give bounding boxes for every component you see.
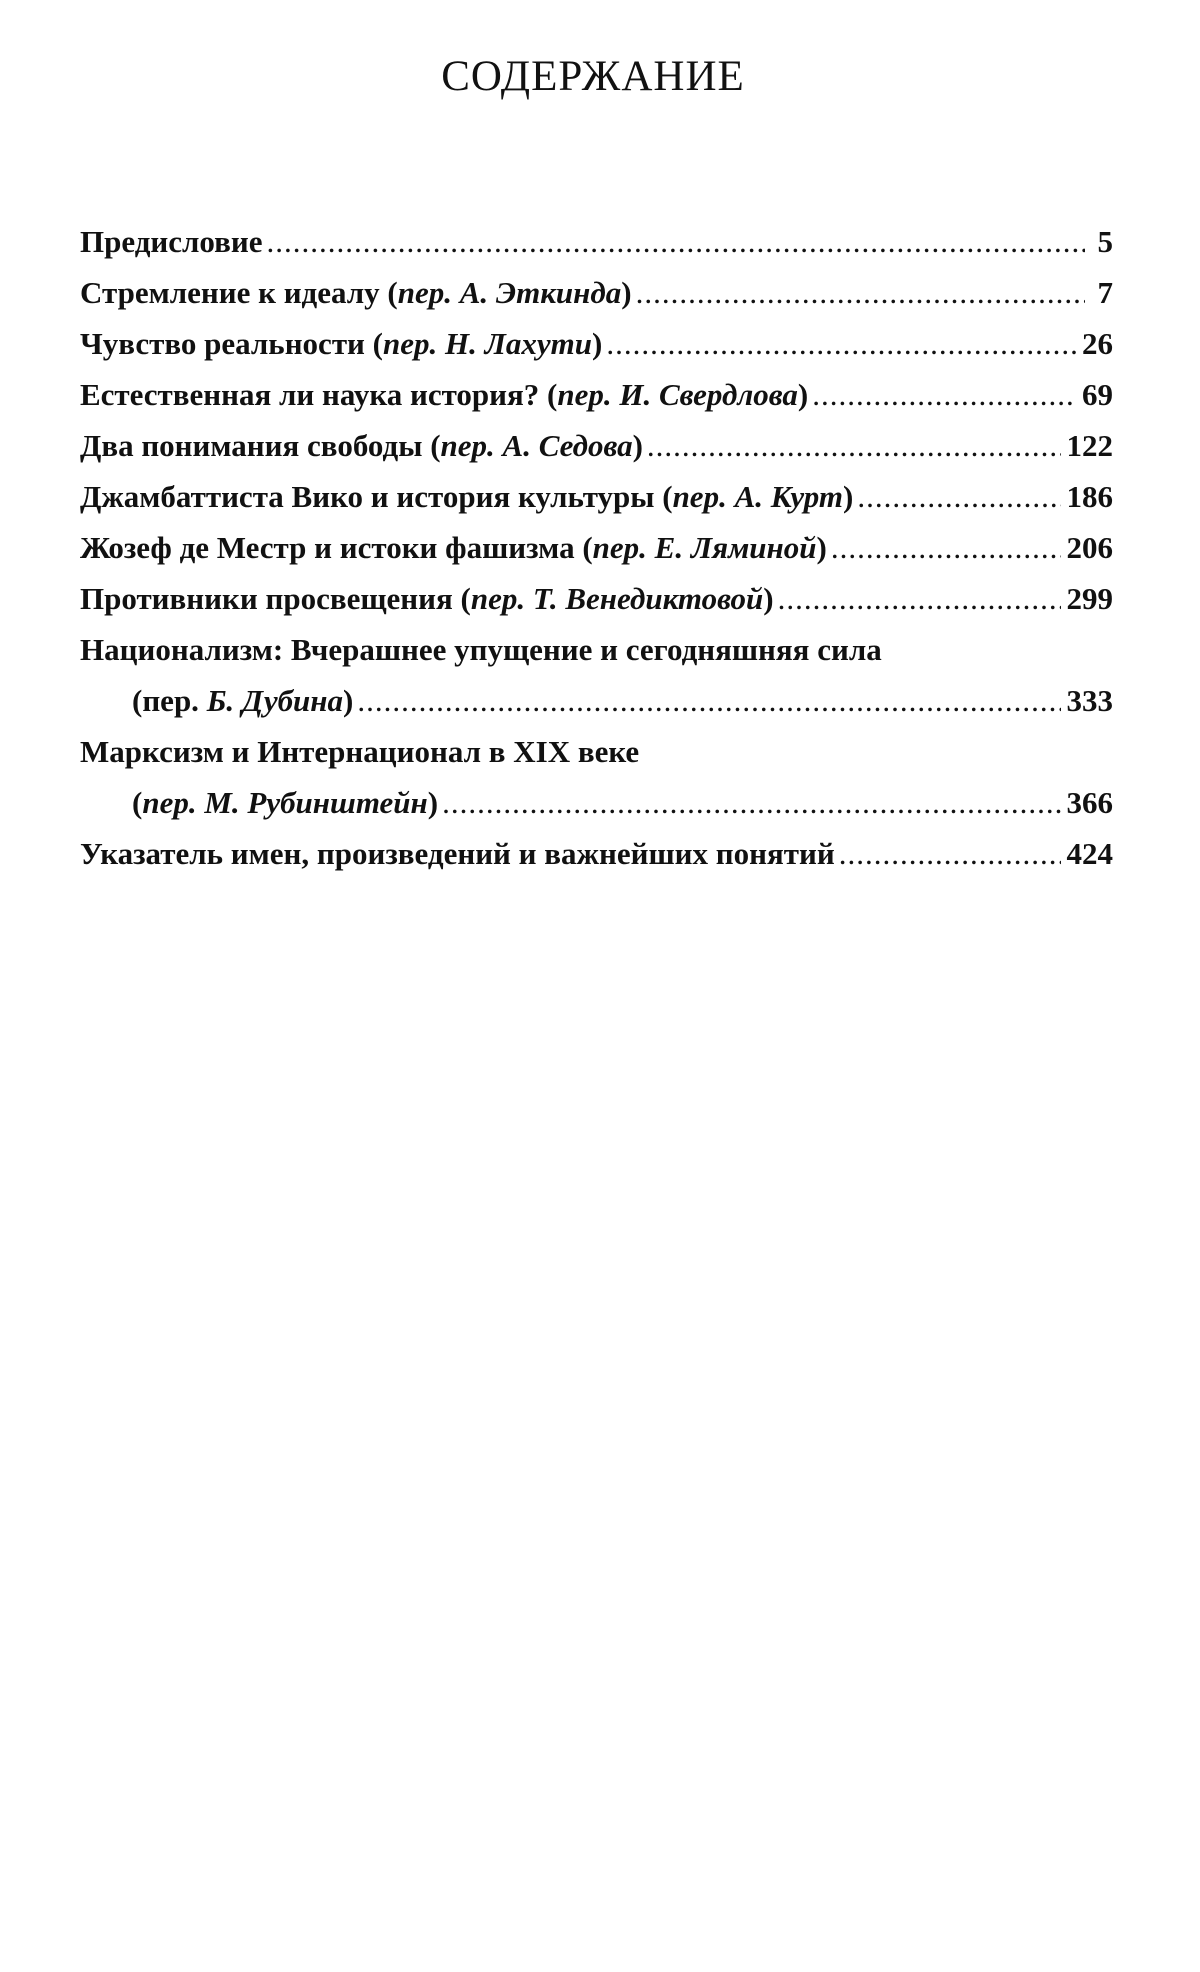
leader-dots xyxy=(647,420,1061,471)
translator-name: Б. Дубина xyxy=(206,683,344,718)
entry-text: Стремление к идеалу (пер. А. Эткинда) xyxy=(80,275,632,310)
entry-text: Джамбаттиста Вико и история культуры (пер. А. Курт) xyxy=(80,479,854,514)
entry-text: Жозеф де Местр и истоки фашизма (пер. Е. Ляминой) xyxy=(80,530,827,565)
page-number: 366 xyxy=(1066,785,1113,820)
translator-prefix: пер. xyxy=(382,326,438,361)
toc-entry[interactable] xyxy=(80,573,1113,624)
leader-dots xyxy=(442,777,1060,828)
toc-entry[interactable] xyxy=(80,420,1113,471)
entry-title: Марксизм и Интернационал в XIX веке xyxy=(80,734,640,769)
page-number: 26 xyxy=(1082,326,1113,361)
entry-text: Противники просвещения (пер. Т. Венедиктовой) xyxy=(80,581,774,616)
toc-entry[interactable] xyxy=(80,267,1113,318)
translator-name: Т. Венедиктовой xyxy=(532,581,764,616)
translator-name: Н. Лахути xyxy=(444,326,592,361)
translator-name: А. Эткинда xyxy=(459,275,622,310)
entry-title: Указатель имен, произведений и важнейших понятий xyxy=(80,836,835,871)
toc-entry[interactable] xyxy=(80,216,1113,267)
leader-dots xyxy=(831,522,1061,573)
translator-prefix: пер. xyxy=(142,785,197,820)
page-number: 333 xyxy=(1066,683,1113,718)
translator-name: И. Свердлова xyxy=(619,377,798,412)
entry-text: (пер. М. Рубинштейн) xyxy=(132,785,439,820)
entry-title: Жозеф де Местр и истоки фашизма xyxy=(80,530,575,565)
page-number: 299 xyxy=(1066,581,1113,616)
page-number: 186 xyxy=(1066,479,1113,514)
translator-name: А. Курт xyxy=(734,479,843,514)
entry-title: Предисловие xyxy=(80,224,263,259)
page-number: 69 xyxy=(1082,377,1113,412)
translator-name: А. Седова xyxy=(502,428,633,463)
translator-prefix: пер. xyxy=(397,275,452,310)
entry-title: Стремление к идеалу xyxy=(80,275,380,310)
page-title: СОДЕРЖАНИЕ xyxy=(441,53,745,100)
translator-prefix: пер. xyxy=(672,479,727,514)
leader-dots xyxy=(812,369,1076,420)
entry-title: Два понимания свободы xyxy=(80,428,423,463)
page-number: 5 xyxy=(1097,224,1113,259)
toc-entry[interactable] xyxy=(80,369,1113,420)
page-number: 7 xyxy=(1097,275,1113,310)
entry-text: (пер. Б. Дубина) xyxy=(132,683,354,718)
leader-dots xyxy=(857,471,1060,522)
toc-entry[interactable] xyxy=(80,828,1113,879)
toc-entry[interactable] xyxy=(80,624,1113,726)
leader-dots xyxy=(267,216,1086,267)
toc-entry[interactable] xyxy=(80,522,1113,573)
toc-entry[interactable] xyxy=(80,726,1113,828)
translator-name: Е. Ляминой xyxy=(654,530,817,565)
leader-dots xyxy=(839,828,1061,879)
entry-title: Естественная ли наука история? xyxy=(80,377,540,412)
entry-title: Джамбаттиста Вико и история культуры xyxy=(80,479,655,514)
entry-title: Национализм: Вчерашнее упущение и сегодняшняя сила xyxy=(80,632,882,667)
translator-prefix: пер. xyxy=(470,581,526,616)
translator-prefix: пер. xyxy=(557,377,612,412)
translator-name: М. Рубинштейн xyxy=(204,785,428,820)
entry-text: Чувство реальности (пер. Н. Лахути) xyxy=(80,326,603,361)
translator-prefix: пер. xyxy=(592,530,647,565)
page-number: 206 xyxy=(1066,530,1113,565)
leader-dots xyxy=(636,267,1085,318)
leader-dots xyxy=(357,675,1060,726)
page-number: 424 xyxy=(1066,836,1113,871)
entry-text: Два понимания свободы (пер. А. Седова) xyxy=(80,428,643,463)
leader-dots xyxy=(606,318,1076,369)
entry-title: Противники просвещения xyxy=(80,581,453,616)
table-of-contents xyxy=(80,216,1113,879)
page-number: 122 xyxy=(1066,428,1113,463)
translator-prefix: пер. xyxy=(440,428,495,463)
toc-entry[interactable] xyxy=(80,471,1113,522)
entry-text: Естественная ли наука история? (пер. И. Свердлова) xyxy=(80,377,809,412)
leader-dots xyxy=(778,573,1061,624)
entry-title: Чувство реальности xyxy=(80,326,365,361)
toc-entry[interactable] xyxy=(80,318,1113,369)
